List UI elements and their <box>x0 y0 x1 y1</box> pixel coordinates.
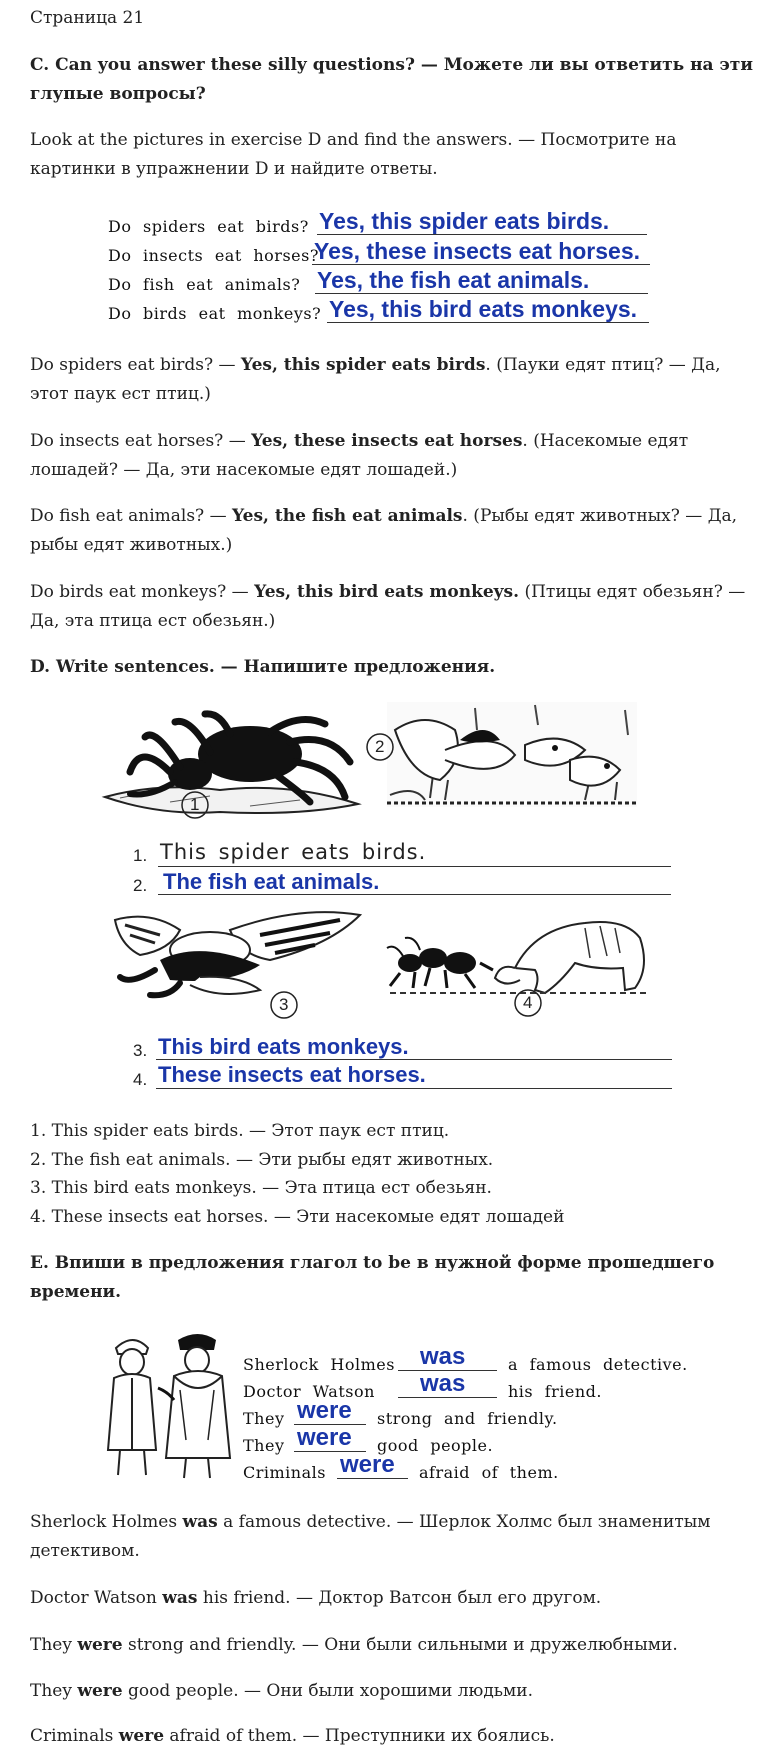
section-e-answer: Doctor Watson was his friend. — Доктор Ватсон был его другом. <box>30 1588 602 1608</box>
fill-prefix: Criminals <box>243 1463 326 1482</box>
section-d-heading: D. Write sentences. — Напишите предложения. <box>30 657 496 677</box>
section-d-translation: 4. These insects eat horses. — Эти насекомые едят лошадей <box>30 1207 565 1227</box>
section-e-answer: Criminals were afraid of them. — Преступники их боялись. <box>30 1726 555 1746</box>
section-e-heading: E. Впиши в предложения глагол to be в нужной форме прошедшего времени. <box>30 1253 715 1302</box>
answer-line <box>158 866 671 867</box>
fill-prefix: Sherlock Holmes <box>243 1355 395 1374</box>
fill-answer: was <box>420 1370 466 1397</box>
answer-line <box>156 1088 672 1089</box>
picture-number: 4 <box>523 993 533 1012</box>
line-number: 4. <box>133 1070 148 1089</box>
fill-suffix: afraid of them. <box>419 1463 559 1482</box>
section-e-answer: They were strong and friendly. — Они были сильными и дружелюбными. <box>30 1635 678 1655</box>
section-d-translation: 1. This spider eats birds. — Этот паук ест птиц. <box>30 1121 450 1141</box>
fill-answer: were <box>297 1397 352 1424</box>
picture-number: 3 <box>279 995 289 1014</box>
fill-line <box>337 1478 408 1479</box>
fill-answer: were <box>297 1424 352 1451</box>
worksheet-question: Do insects eat horses? <box>108 246 319 265</box>
answer-line <box>312 264 650 265</box>
fill-prefix: Doctor Watson <box>243 1382 375 1401</box>
section-c-answer: Do spiders eat birds? — Yes, this spider eats birds. (Пауки едят птиц? — Да, этот паук ест птиц.) <box>30 355 721 404</box>
page-label: Страница 21 <box>30 8 145 28</box>
worksheet-question: Do birds eat monkeys? <box>108 304 322 323</box>
section-c-answer: Do birds eat monkeys? — Yes, this bird eats monkeys. (Птицы едят обезьян? — Да, эта птица ест обезьян.) <box>30 582 746 631</box>
spider-bird-illustration <box>100 712 365 827</box>
fill-answer: was <box>420 1343 466 1370</box>
bird-monkey-illustration <box>110 905 365 1000</box>
fill-prefix: They <box>243 1409 285 1428</box>
section-d-translation: 2. The fish eat animals. — Эти рыбы едят животных. <box>30 1150 494 1170</box>
written-sentence: These insects eat horses. <box>158 1062 426 1087</box>
worksheet-answer: Yes, this bird eats monkeys. <box>329 296 638 322</box>
answer-line <box>317 234 647 235</box>
worksheet-question: Do spiders eat birds? <box>108 217 309 236</box>
section-c-heading: C. Can you answer these silly questions? — Можете ли вы ответить на эти глупые вопросы? <box>30 55 753 104</box>
answer-line <box>158 894 671 895</box>
answer-line <box>315 293 648 294</box>
section-c-instruction: Look at the pictures in exercise D and find the answers. — Посмотрите на картинки в упражнении D и найдите ответы. <box>30 130 677 179</box>
fish-illustration <box>385 700 640 810</box>
worksheet-answer: Yes, these insects eat horses. <box>314 238 641 264</box>
handwritten-sentence: This spider eats birds. <box>160 840 427 864</box>
picture-number: 1 <box>190 795 200 814</box>
worksheet-answer: Yes, the fish eat animals. <box>317 267 590 293</box>
fill-prefix: They <box>243 1436 285 1455</box>
line-number: 1. <box>133 846 148 865</box>
line-number: 2. <box>133 876 148 895</box>
holmes-watson-illustration <box>98 1330 238 1480</box>
picture-number: 2 <box>375 737 385 756</box>
answer-line <box>327 322 649 323</box>
fill-suffix: his friend. <box>508 1382 603 1401</box>
fill-suffix: strong and friendly. <box>377 1409 558 1428</box>
ants-horse-illustration <box>385 908 655 998</box>
section-d-translation: 3. This bird eats monkeys. — Эта птица ест обезьян. <box>30 1178 492 1198</box>
section-c-answer: Do fish eat animals? — Yes, the fish eat animals. (Рыбы едят животных? — Да, рыбы едят животных.) <box>30 506 738 555</box>
fill-answer: were <box>340 1451 395 1478</box>
fill-line <box>398 1397 497 1398</box>
written-sentence: The fish eat animals. <box>163 869 380 894</box>
fill-suffix: good people. <box>377 1436 494 1455</box>
fill-suffix: a famous detective. <box>508 1355 688 1374</box>
worksheet-question: Do fish eat animals? <box>108 275 301 294</box>
answer-line <box>156 1059 672 1060</box>
section-e-answer: They were good people. — Они были хорошими людьми. <box>30 1681 534 1701</box>
section-c-answer: Do insects eat horses? — Yes, these insects eat horses. (Насекомые едят лошадей? — Да, эти насекомые едят лошадей.) <box>30 431 689 480</box>
written-sentence: This bird eats monkeys. <box>158 1034 409 1059</box>
section-e-answer: Sherlock Holmes was a famous detective. — Шерлок Холмс был знаменитым детективом. <box>30 1512 711 1561</box>
worksheet-answer: Yes, this spider eats birds. <box>319 208 610 234</box>
line-number: 3. <box>133 1041 148 1060</box>
